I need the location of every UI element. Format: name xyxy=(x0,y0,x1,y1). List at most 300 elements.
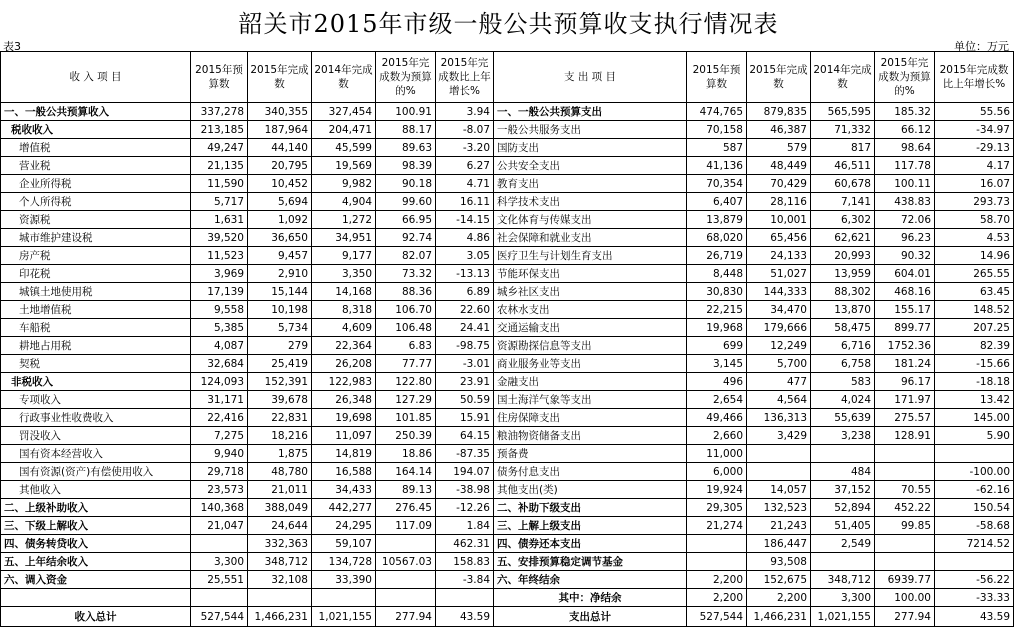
expense-item-cell: 支出总计 xyxy=(494,607,687,627)
revenue-value-cell: 152,391 xyxy=(248,373,312,391)
header-exp-budget: 2015年预算数 xyxy=(687,52,747,103)
expense-value-cell: 527,544 xyxy=(687,607,747,627)
table-row xyxy=(1,337,1014,355)
table-row xyxy=(1,193,1014,211)
expense-value-cell: 155.17 xyxy=(875,301,935,319)
revenue-item-cell: 资源税 xyxy=(1,211,191,229)
expense-value-cell: 3,300 xyxy=(811,589,875,607)
expense-value-cell: 7214.52 xyxy=(935,535,1014,553)
expense-value-cell: -29.13 xyxy=(935,139,1014,157)
expense-value-cell xyxy=(747,463,811,481)
revenue-item-cell: 五、上年结余收入 xyxy=(1,553,191,571)
revenue-value-cell: 337,278 xyxy=(191,103,248,121)
expense-value-cell: 4,024 xyxy=(811,391,875,409)
table-row xyxy=(1,373,1014,391)
expense-value-cell: 145.00 xyxy=(935,409,1014,427)
revenue-value-cell: 22,364 xyxy=(312,337,376,355)
expense-value-cell xyxy=(935,553,1014,571)
revenue-value-cell xyxy=(376,535,436,553)
expense-value-cell: 117.78 xyxy=(875,157,935,175)
expense-item-cell: 一般公共服务支出 xyxy=(494,121,687,139)
expense-value-cell: 348,712 xyxy=(811,571,875,589)
expense-value-cell: 2,200 xyxy=(687,589,747,607)
expense-value-cell: 152,675 xyxy=(747,571,811,589)
expense-item-cell: 债务付息支出 xyxy=(494,463,687,481)
expense-value-cell: 265.55 xyxy=(935,265,1014,283)
expense-value-cell: 70.55 xyxy=(875,481,935,499)
expense-value-cell: 68,020 xyxy=(687,229,747,247)
expense-value-cell: 19,924 xyxy=(687,481,747,499)
revenue-item-cell: 营业税 xyxy=(1,157,191,175)
table-row xyxy=(1,319,1014,337)
expense-value-cell: 62,621 xyxy=(811,229,875,247)
expense-value-cell: 63.45 xyxy=(935,283,1014,301)
expense-value-cell: 565,595 xyxy=(811,103,875,121)
header-rev-budget: 2015年预算数 xyxy=(191,52,248,103)
expense-item-cell: 城乡社区支出 xyxy=(494,283,687,301)
revenue-item-cell: 六、调入资金 xyxy=(1,571,191,589)
expense-value-cell: 48,449 xyxy=(747,157,811,175)
revenue-value-cell: 29,718 xyxy=(191,463,248,481)
expense-item-cell: 节能环保支出 xyxy=(494,265,687,283)
revenue-item-cell: 四、债务转贷收入 xyxy=(1,535,191,553)
revenue-value-cell: 24,644 xyxy=(248,517,312,535)
expense-value-cell: 70,429 xyxy=(747,175,811,193)
header-rev-pct-budget: 2015年完成数为预算的% xyxy=(376,52,436,103)
table-row xyxy=(1,229,1014,247)
revenue-value-cell: 11,523 xyxy=(191,247,248,265)
revenue-value-cell: 59,107 xyxy=(312,535,376,553)
expense-value-cell: 6,716 xyxy=(811,337,875,355)
expense-value-cell: 58.70 xyxy=(935,211,1014,229)
expense-value-cell: 12,249 xyxy=(747,337,811,355)
expense-value-cell: 6,000 xyxy=(687,463,747,481)
header-exp-prev: 2014年完成数 xyxy=(811,52,875,103)
expense-value-cell xyxy=(747,445,811,463)
expense-value-cell: 46,511 xyxy=(811,157,875,175)
revenue-value-cell: 15.91 xyxy=(436,409,494,427)
header-expense-item: 支 出 项 目 xyxy=(494,52,687,103)
revenue-value-cell: 77.77 xyxy=(376,355,436,373)
revenue-value-cell: 340,355 xyxy=(248,103,312,121)
expense-value-cell: -56.22 xyxy=(935,571,1014,589)
expense-item-cell: 五、安排预算稳定调节基金 xyxy=(494,553,687,571)
revenue-item-cell: 三、下级上解收入 xyxy=(1,517,191,535)
expense-item-cell: 四、债券还本支出 xyxy=(494,535,687,553)
expense-value-cell: 474,765 xyxy=(687,103,747,121)
revenue-value-cell: 14,168 xyxy=(312,283,376,301)
table-row xyxy=(1,499,1014,517)
expense-value-cell: 70,158 xyxy=(687,121,747,139)
expense-value-cell: 207.25 xyxy=(935,319,1014,337)
expense-value-cell: 96.17 xyxy=(875,373,935,391)
expense-value-cell: 13,879 xyxy=(687,211,747,229)
revenue-value-cell: 122.80 xyxy=(376,373,436,391)
expense-value-cell: 13,870 xyxy=(811,301,875,319)
revenue-item-cell: 个人所得税 xyxy=(1,193,191,211)
revenue-value-cell: 20,795 xyxy=(248,157,312,175)
revenue-value-cell: 106.70 xyxy=(376,301,436,319)
table-row xyxy=(1,247,1014,265)
revenue-value-cell: 11,097 xyxy=(312,427,376,445)
revenue-value-cell: 33,390 xyxy=(312,571,376,589)
expense-value-cell: 699 xyxy=(687,337,747,355)
expense-value-cell: 171.97 xyxy=(875,391,935,409)
revenue-value-cell: 18,216 xyxy=(248,427,312,445)
expense-value-cell: 2,200 xyxy=(687,571,747,589)
expense-value-cell: 277.94 xyxy=(875,607,935,627)
revenue-value-cell: 31,171 xyxy=(191,391,248,409)
revenue-value-cell: 15,144 xyxy=(248,283,312,301)
table-row xyxy=(1,157,1014,175)
header-exp-actual: 2015年完成数 xyxy=(747,52,811,103)
revenue-value-cell xyxy=(191,589,248,607)
revenue-value-cell: 25,419 xyxy=(248,355,312,373)
revenue-value-cell: 250.39 xyxy=(376,427,436,445)
expense-value-cell: -15.66 xyxy=(935,355,1014,373)
table-row xyxy=(1,391,1014,409)
expense-value-cell: 185.32 xyxy=(875,103,935,121)
unit-label: 单位：万元 xyxy=(954,40,1009,53)
expense-value-cell: 90.32 xyxy=(875,247,935,265)
revenue-value-cell xyxy=(191,535,248,553)
expense-value-cell xyxy=(875,535,935,553)
expense-value-cell: -58.68 xyxy=(935,517,1014,535)
revenue-value-cell: 14,819 xyxy=(312,445,376,463)
expense-value-cell: 30,830 xyxy=(687,283,747,301)
revenue-value-cell: 1,092 xyxy=(248,211,312,229)
expense-value-cell: 6939.77 xyxy=(875,571,935,589)
revenue-item-cell: 企业所得税 xyxy=(1,175,191,193)
expense-value-cell: 150.54 xyxy=(935,499,1014,517)
expense-value-cell: 438.83 xyxy=(875,193,935,211)
expense-value-cell: 41,136 xyxy=(687,157,747,175)
revenue-value-cell: 194.07 xyxy=(436,463,494,481)
revenue-value-cell: 19,698 xyxy=(312,409,376,427)
revenue-value-cell: 10,198 xyxy=(248,301,312,319)
table-row xyxy=(1,481,1014,499)
revenue-value-cell: 25,551 xyxy=(191,571,248,589)
expense-value-cell: 604.01 xyxy=(875,265,935,283)
expense-value-cell xyxy=(687,553,747,571)
table-row xyxy=(1,139,1014,157)
expense-value-cell: 21,243 xyxy=(747,517,811,535)
revenue-value-cell: -3.20 xyxy=(436,139,494,157)
expense-item-cell: 六、年终结余 xyxy=(494,571,687,589)
revenue-value-cell: 49,247 xyxy=(191,139,248,157)
expense-value-cell: 24,133 xyxy=(747,247,811,265)
revenue-value-cell: 11,590 xyxy=(191,175,248,193)
revenue-value-cell: 48,780 xyxy=(248,463,312,481)
revenue-value-cell: 66.95 xyxy=(376,211,436,229)
expense-value-cell: 899.77 xyxy=(875,319,935,337)
revenue-value-cell: 388,049 xyxy=(248,499,312,517)
expense-value-cell: 144,333 xyxy=(747,283,811,301)
revenue-value-cell: 204,471 xyxy=(312,121,376,139)
expense-value-cell: 93,508 xyxy=(747,553,811,571)
expense-value-cell: 28,116 xyxy=(747,193,811,211)
revenue-value-cell: 1,021,155 xyxy=(312,607,376,627)
revenue-value-cell: 164.14 xyxy=(376,463,436,481)
revenue-item-cell: 国有资本经营收入 xyxy=(1,445,191,463)
revenue-value-cell: 187,964 xyxy=(248,121,312,139)
expense-value-cell: 3,145 xyxy=(687,355,747,373)
expense-value-cell: 148.52 xyxy=(935,301,1014,319)
revenue-value-cell: 9,177 xyxy=(312,247,376,265)
expense-value-cell: 8,448 xyxy=(687,265,747,283)
expense-value-cell: 14,057 xyxy=(747,481,811,499)
table-row xyxy=(1,517,1014,535)
expense-value-cell: 587 xyxy=(687,139,747,157)
revenue-value-cell: 462.31 xyxy=(436,535,494,553)
revenue-value-cell: 7,275 xyxy=(191,427,248,445)
revenue-value-cell: 32,108 xyxy=(248,571,312,589)
expense-item-cell: 农林水支出 xyxy=(494,301,687,319)
revenue-value-cell: 9,457 xyxy=(248,247,312,265)
expense-value-cell: 96.23 xyxy=(875,229,935,247)
revenue-value-cell: 88.17 xyxy=(376,121,436,139)
expense-value-cell: 99.85 xyxy=(875,517,935,535)
revenue-value-cell: 332,363 xyxy=(248,535,312,553)
revenue-value-cell: 106.48 xyxy=(376,319,436,337)
expense-value-cell: 37,152 xyxy=(811,481,875,499)
expense-value-cell: 65,456 xyxy=(747,229,811,247)
header-exp-pct-growth: 2015年完成数比上年增长% xyxy=(935,52,1014,103)
expense-value-cell xyxy=(875,463,935,481)
expense-value-cell: 55.56 xyxy=(935,103,1014,121)
expense-value-cell: 52,894 xyxy=(811,499,875,517)
revenue-value-cell: 16,588 xyxy=(312,463,376,481)
table-row xyxy=(1,571,1014,589)
revenue-value-cell: 6.83 xyxy=(376,337,436,355)
revenue-value-cell: 92.74 xyxy=(376,229,436,247)
expense-value-cell: -18.18 xyxy=(935,373,1014,391)
revenue-value-cell: 45,599 xyxy=(312,139,376,157)
revenue-item-cell: 专项收入 xyxy=(1,391,191,409)
expense-item-cell: 其他支出(类) xyxy=(494,481,687,499)
expense-item-cell: 医疗卫生与计划生育支出 xyxy=(494,247,687,265)
revenue-value-cell: 140,368 xyxy=(191,499,248,517)
table-row xyxy=(1,589,1014,607)
revenue-value-cell xyxy=(436,589,494,607)
expense-value-cell: 6,758 xyxy=(811,355,875,373)
expense-item-cell: 交通运输支出 xyxy=(494,319,687,337)
expense-value-cell: 179,666 xyxy=(747,319,811,337)
expense-value-cell: 20,993 xyxy=(811,247,875,265)
revenue-value-cell: 1,631 xyxy=(191,211,248,229)
expense-value-cell: 100.11 xyxy=(875,175,935,193)
revenue-value-cell: -3.01 xyxy=(436,355,494,373)
expense-value-cell xyxy=(875,445,935,463)
header-revenue-item: 收 入 项 目 xyxy=(1,52,191,103)
revenue-item-cell: 税收收入 xyxy=(1,121,191,139)
revenue-item-cell: 行政事业性收费收入 xyxy=(1,409,191,427)
revenue-value-cell xyxy=(376,589,436,607)
revenue-value-cell: 24,295 xyxy=(312,517,376,535)
revenue-value-cell xyxy=(312,589,376,607)
expense-value-cell: 879,835 xyxy=(747,103,811,121)
expense-value-cell: 26,719 xyxy=(687,247,747,265)
expense-item-cell: 公共安全支出 xyxy=(494,157,687,175)
expense-item-cell: 一、一般公共预算支出 xyxy=(494,103,687,121)
revenue-value-cell: 9,558 xyxy=(191,301,248,319)
revenue-value-cell: 21,047 xyxy=(191,517,248,535)
revenue-value-cell: 18.86 xyxy=(376,445,436,463)
revenue-item-cell: 城镇土地使用税 xyxy=(1,283,191,301)
expense-value-cell xyxy=(935,445,1014,463)
expense-value-cell: 70,354 xyxy=(687,175,747,193)
revenue-value-cell: 117.09 xyxy=(376,517,436,535)
revenue-item-cell: 罚没收入 xyxy=(1,427,191,445)
revenue-value-cell: 134,728 xyxy=(312,553,376,571)
expense-value-cell: 817 xyxy=(811,139,875,157)
revenue-value-cell: 527,544 xyxy=(191,607,248,627)
revenue-value-cell: 277.94 xyxy=(376,607,436,627)
table-row xyxy=(1,211,1014,229)
revenue-value-cell: 3,350 xyxy=(312,265,376,283)
expense-value-cell: 181.24 xyxy=(875,355,935,373)
expense-value-cell: 98.64 xyxy=(875,139,935,157)
expense-value-cell: 19,968 xyxy=(687,319,747,337)
expense-value-cell: 82.39 xyxy=(935,337,1014,355)
revenue-item-cell: 二、上级补助收入 xyxy=(1,499,191,517)
revenue-value-cell: -3.84 xyxy=(436,571,494,589)
expense-value-cell xyxy=(811,553,875,571)
revenue-value-cell: 10567.03 xyxy=(376,553,436,571)
expense-item-cell: 社会保障和就业支出 xyxy=(494,229,687,247)
expense-item-cell: 资源勘探信息等支出 xyxy=(494,337,687,355)
expense-value-cell: 16.07 xyxy=(935,175,1014,193)
expense-item-cell: 金融支出 xyxy=(494,373,687,391)
revenue-value-cell: 4,904 xyxy=(312,193,376,211)
revenue-value-cell: 73.32 xyxy=(376,265,436,283)
expense-value-cell: 1,021,155 xyxy=(811,607,875,627)
expense-value-cell: 51,405 xyxy=(811,517,875,535)
revenue-value-cell: 82.07 xyxy=(376,247,436,265)
revenue-value-cell: 36,650 xyxy=(248,229,312,247)
revenue-value-cell: 98.39 xyxy=(376,157,436,175)
expense-value-cell: 293.73 xyxy=(935,193,1014,211)
revenue-value-cell: 3,969 xyxy=(191,265,248,283)
revenue-value-cell: 90.18 xyxy=(376,175,436,193)
revenue-item-cell xyxy=(1,589,191,607)
table-row xyxy=(1,265,1014,283)
expense-value-cell: 186,447 xyxy=(747,535,811,553)
expense-value-cell: 496 xyxy=(687,373,747,391)
expense-value-cell: -62.16 xyxy=(935,481,1014,499)
revenue-value-cell: 44,140 xyxy=(248,139,312,157)
header-rev-prev: 2014年完成数 xyxy=(312,52,376,103)
revenue-value-cell: 26,208 xyxy=(312,355,376,373)
expense-value-cell: 1752.36 xyxy=(875,337,935,355)
revenue-value-cell: -13.13 xyxy=(436,265,494,283)
expense-item-cell: 二、补助下级支出 xyxy=(494,499,687,517)
expense-value-cell: 11,000 xyxy=(687,445,747,463)
revenue-value-cell: 21,011 xyxy=(248,481,312,499)
revenue-value-cell: -98.75 xyxy=(436,337,494,355)
expense-value-cell: 7,141 xyxy=(811,193,875,211)
revenue-value-cell: 1,466,231 xyxy=(248,607,312,627)
expense-value-cell: 132,523 xyxy=(747,499,811,517)
expense-value-cell: 5.90 xyxy=(935,427,1014,445)
revenue-item-cell: 土地增值税 xyxy=(1,301,191,319)
expense-value-cell: 43.59 xyxy=(935,607,1014,627)
expense-value-cell: 4.53 xyxy=(935,229,1014,247)
revenue-value-cell: 158.83 xyxy=(436,553,494,571)
revenue-value-cell: 279 xyxy=(248,337,312,355)
expense-value-cell: 275.57 xyxy=(875,409,935,427)
revenue-value-cell: 2,910 xyxy=(248,265,312,283)
table-row xyxy=(1,535,1014,553)
expense-item-cell: 三、上解上级支出 xyxy=(494,517,687,535)
revenue-item-cell: 一、一般公共预算收入 xyxy=(1,103,191,121)
revenue-item-cell: 其他收入 xyxy=(1,481,191,499)
expense-value-cell: 6,407 xyxy=(687,193,747,211)
expense-value-cell: 2,200 xyxy=(747,589,811,607)
revenue-value-cell: 9,940 xyxy=(191,445,248,463)
expense-value-cell: 2,660 xyxy=(687,427,747,445)
header-row xyxy=(1,52,1014,103)
expense-item-cell: 文化体育与传媒支出 xyxy=(494,211,687,229)
revenue-value-cell: 4,087 xyxy=(191,337,248,355)
table-row xyxy=(1,409,1014,427)
revenue-value-cell: 22.60 xyxy=(436,301,494,319)
revenue-value-cell: 88.36 xyxy=(376,283,436,301)
revenue-value-cell: 32,684 xyxy=(191,355,248,373)
revenue-item-cell: 房产税 xyxy=(1,247,191,265)
revenue-value-cell: 24.41 xyxy=(436,319,494,337)
expense-value-cell: 66.12 xyxy=(875,121,935,139)
revenue-value-cell: 99.60 xyxy=(376,193,436,211)
revenue-item-cell: 耕地占用税 xyxy=(1,337,191,355)
expense-item-cell: 科学技术支出 xyxy=(494,193,687,211)
expense-value-cell: 3,238 xyxy=(811,427,875,445)
revenue-value-cell: -14.15 xyxy=(436,211,494,229)
expense-item-cell: 住房保障支出 xyxy=(494,409,687,427)
expense-value-cell: 49,466 xyxy=(687,409,747,427)
revenue-value-cell: 1.84 xyxy=(436,517,494,535)
revenue-value-cell: 100.91 xyxy=(376,103,436,121)
table-row xyxy=(1,355,1014,373)
table-row xyxy=(1,301,1014,319)
revenue-value-cell: 23,573 xyxy=(191,481,248,499)
header-rev-pct-growth: 2015年完成数比上年增长% xyxy=(436,52,494,103)
table-row xyxy=(1,121,1014,139)
expense-item-cell: 商业服务业等支出 xyxy=(494,355,687,373)
table-row xyxy=(1,427,1014,445)
revenue-value-cell: 442,277 xyxy=(312,499,376,517)
revenue-value-cell xyxy=(376,571,436,589)
expense-value-cell: 10,001 xyxy=(747,211,811,229)
expense-value-cell: 55,639 xyxy=(811,409,875,427)
revenue-item-cell: 城市维护建设税 xyxy=(1,229,191,247)
expense-value-cell: 22,215 xyxy=(687,301,747,319)
revenue-value-cell: 5,734 xyxy=(248,319,312,337)
expense-value-cell: 6,302 xyxy=(811,211,875,229)
expense-item-cell: 国土海洋气象等支出 xyxy=(494,391,687,409)
expense-value-cell: -34.97 xyxy=(935,121,1014,139)
header-rev-actual: 2015年完成数 xyxy=(248,52,312,103)
total-row xyxy=(1,607,1014,627)
expense-value-cell: 128.91 xyxy=(875,427,935,445)
expense-value-cell: 5,700 xyxy=(747,355,811,373)
expense-value-cell: -100.00 xyxy=(935,463,1014,481)
budget-table xyxy=(0,51,1014,627)
expense-value-cell: 579 xyxy=(747,139,811,157)
revenue-value-cell: -8.07 xyxy=(436,121,494,139)
revenue-item-cell: 增值税 xyxy=(1,139,191,157)
revenue-value-cell: 5,694 xyxy=(248,193,312,211)
